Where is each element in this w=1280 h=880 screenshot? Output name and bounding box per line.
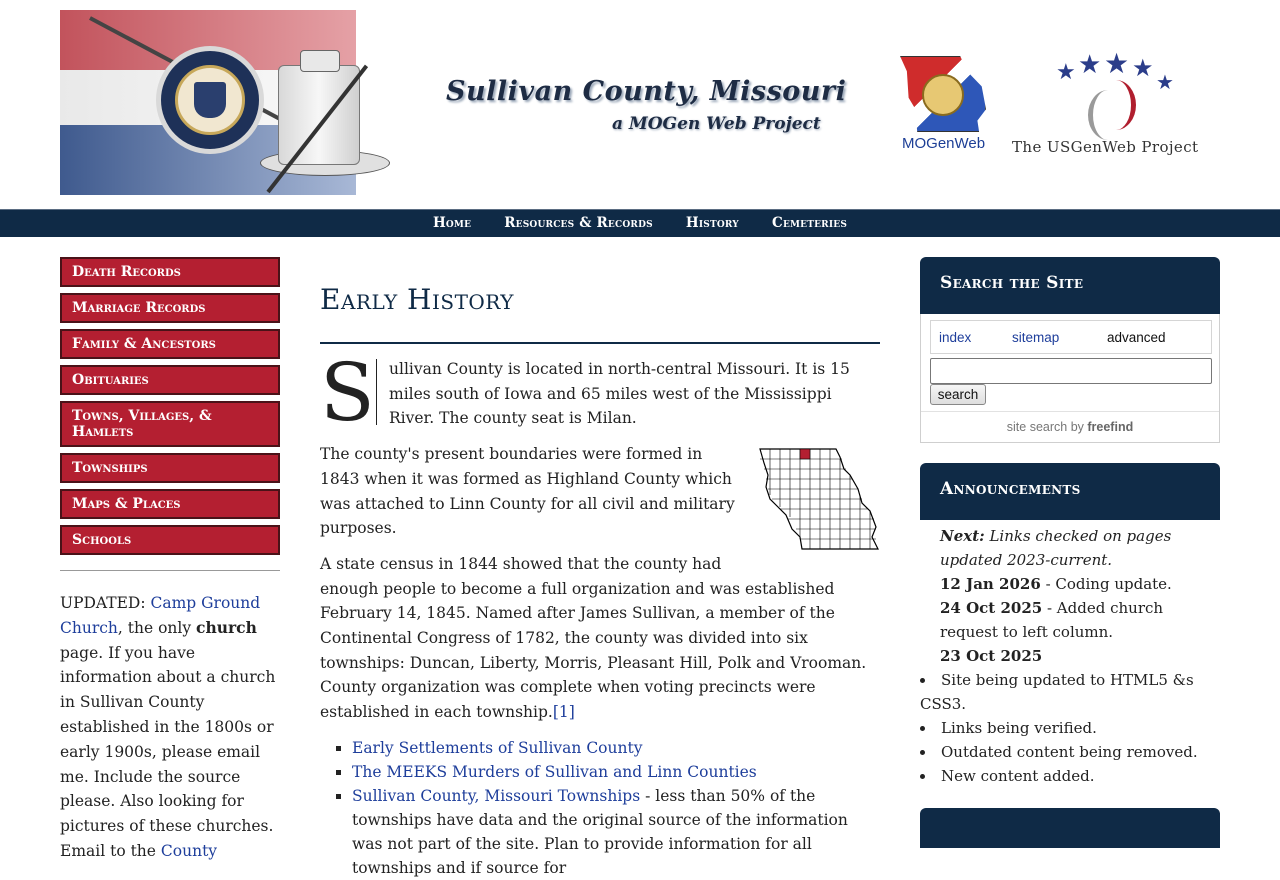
inkwell-image [278,65,360,165]
announcement-entry: 12 Jan 2026 - Coding update. [940,575,1172,593]
sidebar-marriage-records[interactable]: Marriage Records [60,293,280,323]
seal-icon [922,74,964,116]
mogenweb-logo[interactable] [894,50,998,155]
nav-cemeteries[interactable]: Cemeteries [772,215,848,231]
census-paragraph: A state census in 1844 showed that the county had enough people to become a full organization and was established February 14, 1845. Named after James Sullivan, a member of the Continental Congress of 1782, the county was divided into six townships: Duncan, Liberty, Morris, Pleasant Hill, Polk and Vrooman. County organization was complete when voting precincts were established in each township.[1] [320,554,867,722]
star-icon: ★ [1132,54,1154,82]
meeks-murders-link[interactable]: The MEEKS Murders of Sullivan and Linn Counties [352,762,757,781]
usgenweb-label: The USGenWeb Project [1012,138,1199,156]
camp-ground-church-link[interactable]: Camp Ground Church [60,594,261,637]
search-tab-advanced[interactable]: advanced [1107,330,1166,345]
missouri-county-map-image [758,445,880,553]
history-links-list [320,736,880,880]
sidebar-family-ancestors[interactable]: Family & Ancestors [60,329,280,359]
star-icon: ★ [1104,47,1130,80]
site-header [0,0,1280,209]
list-item: • Site being updated to HTML5 &s CSS3. [920,668,1220,716]
drop-cap: S [320,346,375,439]
announcements-title: Announcements [920,463,1220,520]
footnote-link[interactable]: [1] [552,703,575,722]
main-nav [0,209,1280,237]
list-item: • Links being verified. [920,716,1220,740]
star-icon: ★ [1156,70,1174,94]
page-title: Early History [320,257,880,344]
search-footer: site search by freefind [921,411,1219,434]
search-tab-sitemap[interactable]: sitemap [1012,330,1060,345]
sidebar-divider [60,570,280,571]
missouri-seal-icon [156,46,264,154]
mogenweb-label: MOGenWeb [902,135,986,152]
townships-link[interactable]: Sullivan County, Missouri Townships [352,786,641,805]
list-item [352,736,880,760]
search-button[interactable]: search [930,384,986,405]
swoosh-icon [1096,80,1136,130]
early-settlements-link[interactable]: Early Settlements of Sullivan County [352,738,643,757]
search-tab-index[interactable]: index [939,330,972,345]
list-item [352,760,880,784]
star-icon: ★ [1078,50,1102,80]
search-input[interactable] [930,358,1212,384]
left-sidebar [60,257,280,864]
next-panel-header [920,808,1220,848]
next-note: Next: Links checked on pages updated 2023-current. [940,527,1172,569]
county-link[interactable]: County [160,841,218,860]
right-sidebar [920,257,1220,848]
sidebar-townships[interactable]: Townships [60,453,280,483]
list-item: ▪ Sullivan County, Missouri Townships - less than 50% of the townships have data and the original source of the information was not part of the site. Plan to provide information for all townships and if source for [352,784,880,880]
announcement-entry: 24 Oct 2025 - Added church request to left column. [940,599,1164,641]
main-content [320,257,880,880]
intro-paragraph: S ullivan County is located in north-central Missouri. It is 15 miles south of Iowa and 65 miles west of the Mississippi River. The county seat is Milan. [320,346,850,439]
site-subtitle: a MOGen Web Project [612,114,821,134]
nav-home[interactable]: Home [432,215,472,231]
nav-history[interactable]: History [685,215,739,231]
sidebar-towns-villages-hamlets[interactable]: Towns, Villages, & Hamlets [60,401,280,447]
list-item: • Outdated content being removed. [920,740,1220,764]
search-panel [920,314,1220,443]
usgenweb-logo[interactable] [1012,47,1212,160]
drop-cap-divider [376,359,377,425]
sidebar-schools[interactable]: Schools [60,525,280,555]
sidebar-maps-places[interactable]: Maps & Places [60,489,280,519]
banner-image [60,10,405,195]
search-tabs [930,320,1212,354]
church-request-text: UPDATED: Camp Ground Church, the only church page. If you have information about a church in Sullivan County established in the 1800s or early 1900s, please email me. Include the source please. Also looking for pictures of these churches. Email to the County [60,594,276,860]
sidebar-death-records[interactable]: Death Records [60,257,280,287]
site-title: Sullivan County, Missouri [446,76,847,107]
nav-resources-records[interactable]: Resources & Records [504,215,653,231]
freefind-link[interactable]: freefind [1087,420,1134,434]
sidebar-obituaries[interactable]: Obituaries [60,365,280,395]
announcement-entry: 23 Oct 2025 [940,647,1043,665]
list-item: • New content added. [920,764,1220,788]
search-panel-title: Search the Site [920,257,1220,314]
announcement-bullets [920,668,1220,788]
boundaries-paragraph: The county's present boundaries were formed in 1843 when it was formed as Highland County which was attached to Linn County for all civil and military purposes. [320,442,880,541]
announcements-panel [920,520,1220,668]
star-icon: ★ [1056,60,1076,85]
